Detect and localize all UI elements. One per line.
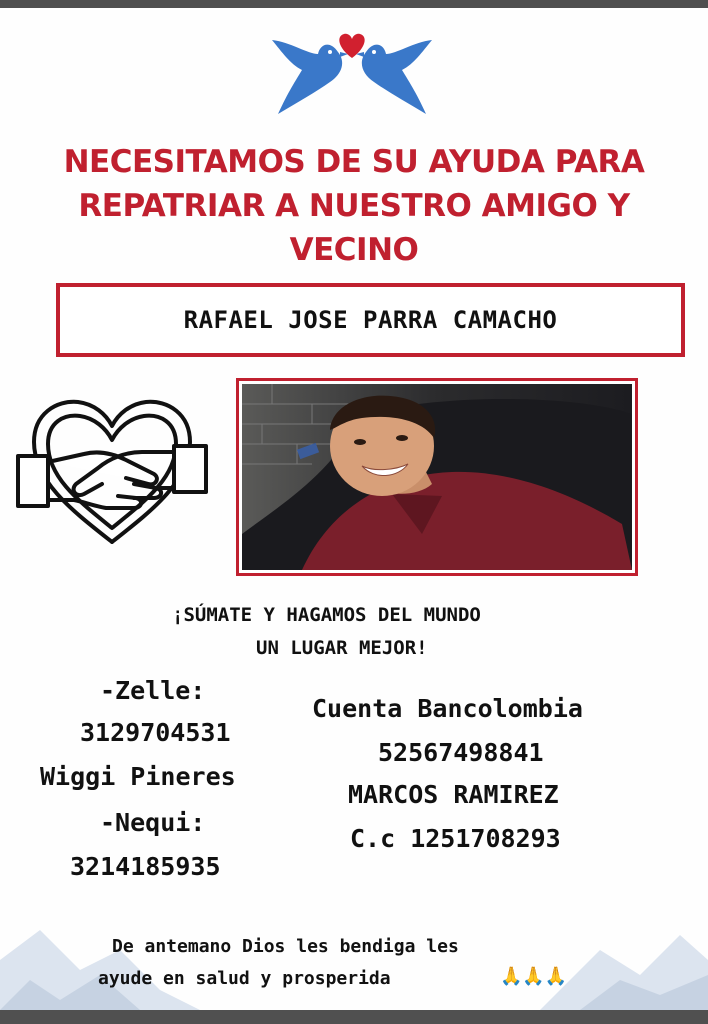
person-photo: [242, 384, 632, 570]
headline-line-3: VECINO: [289, 232, 419, 268]
headline-line-2: REPATRIAR A NUESTRO AMIGO Y: [78, 188, 630, 224]
bank-label: Cuenta Bancolombia: [312, 694, 583, 723]
slogan-line-2: UN LUGAR MEJOR!: [256, 637, 428, 659]
footer-line-2: ayude en salud y prosperida: [98, 968, 391, 989]
top-bar: [0, 0, 708, 8]
bottom-bar: [0, 1010, 708, 1024]
zelle-name: Wiggi Pineres: [40, 762, 236, 791]
doves-heart-icon: [268, 30, 436, 120]
hands-heart-icon: [14, 392, 210, 552]
nequi-label: -Nequi:: [100, 808, 206, 837]
name-box: [56, 283, 685, 357]
headline: [30, 140, 678, 272]
zelle-label: -Zelle:: [100, 676, 206, 705]
bank-id: C.c 1251708293: [350, 824, 561, 853]
footer-line-1: De antemano Dios les bendiga les: [112, 936, 459, 957]
slogan-line-1: ¡SÚMATE Y HAGAMOS DEL MUNDO: [172, 604, 481, 626]
headline-line-1: NECESITAMOS DE SU AYUDA PARA: [63, 144, 645, 180]
nequi-number: 3214185935: [70, 852, 221, 881]
bank-account-holder: MARCOS RAMIREZ: [348, 780, 559, 809]
photo-frame: [236, 378, 638, 576]
zelle-number: 3129704531: [80, 718, 231, 747]
bank-account-number: 52567498841: [378, 738, 544, 767]
mountains-decoration: [0, 920, 708, 1010]
person-name: RAFAEL JOSE PARRA CAMACHO: [183, 306, 558, 334]
praying-hands-icon: 🙏🙏🙏: [500, 966, 568, 987]
